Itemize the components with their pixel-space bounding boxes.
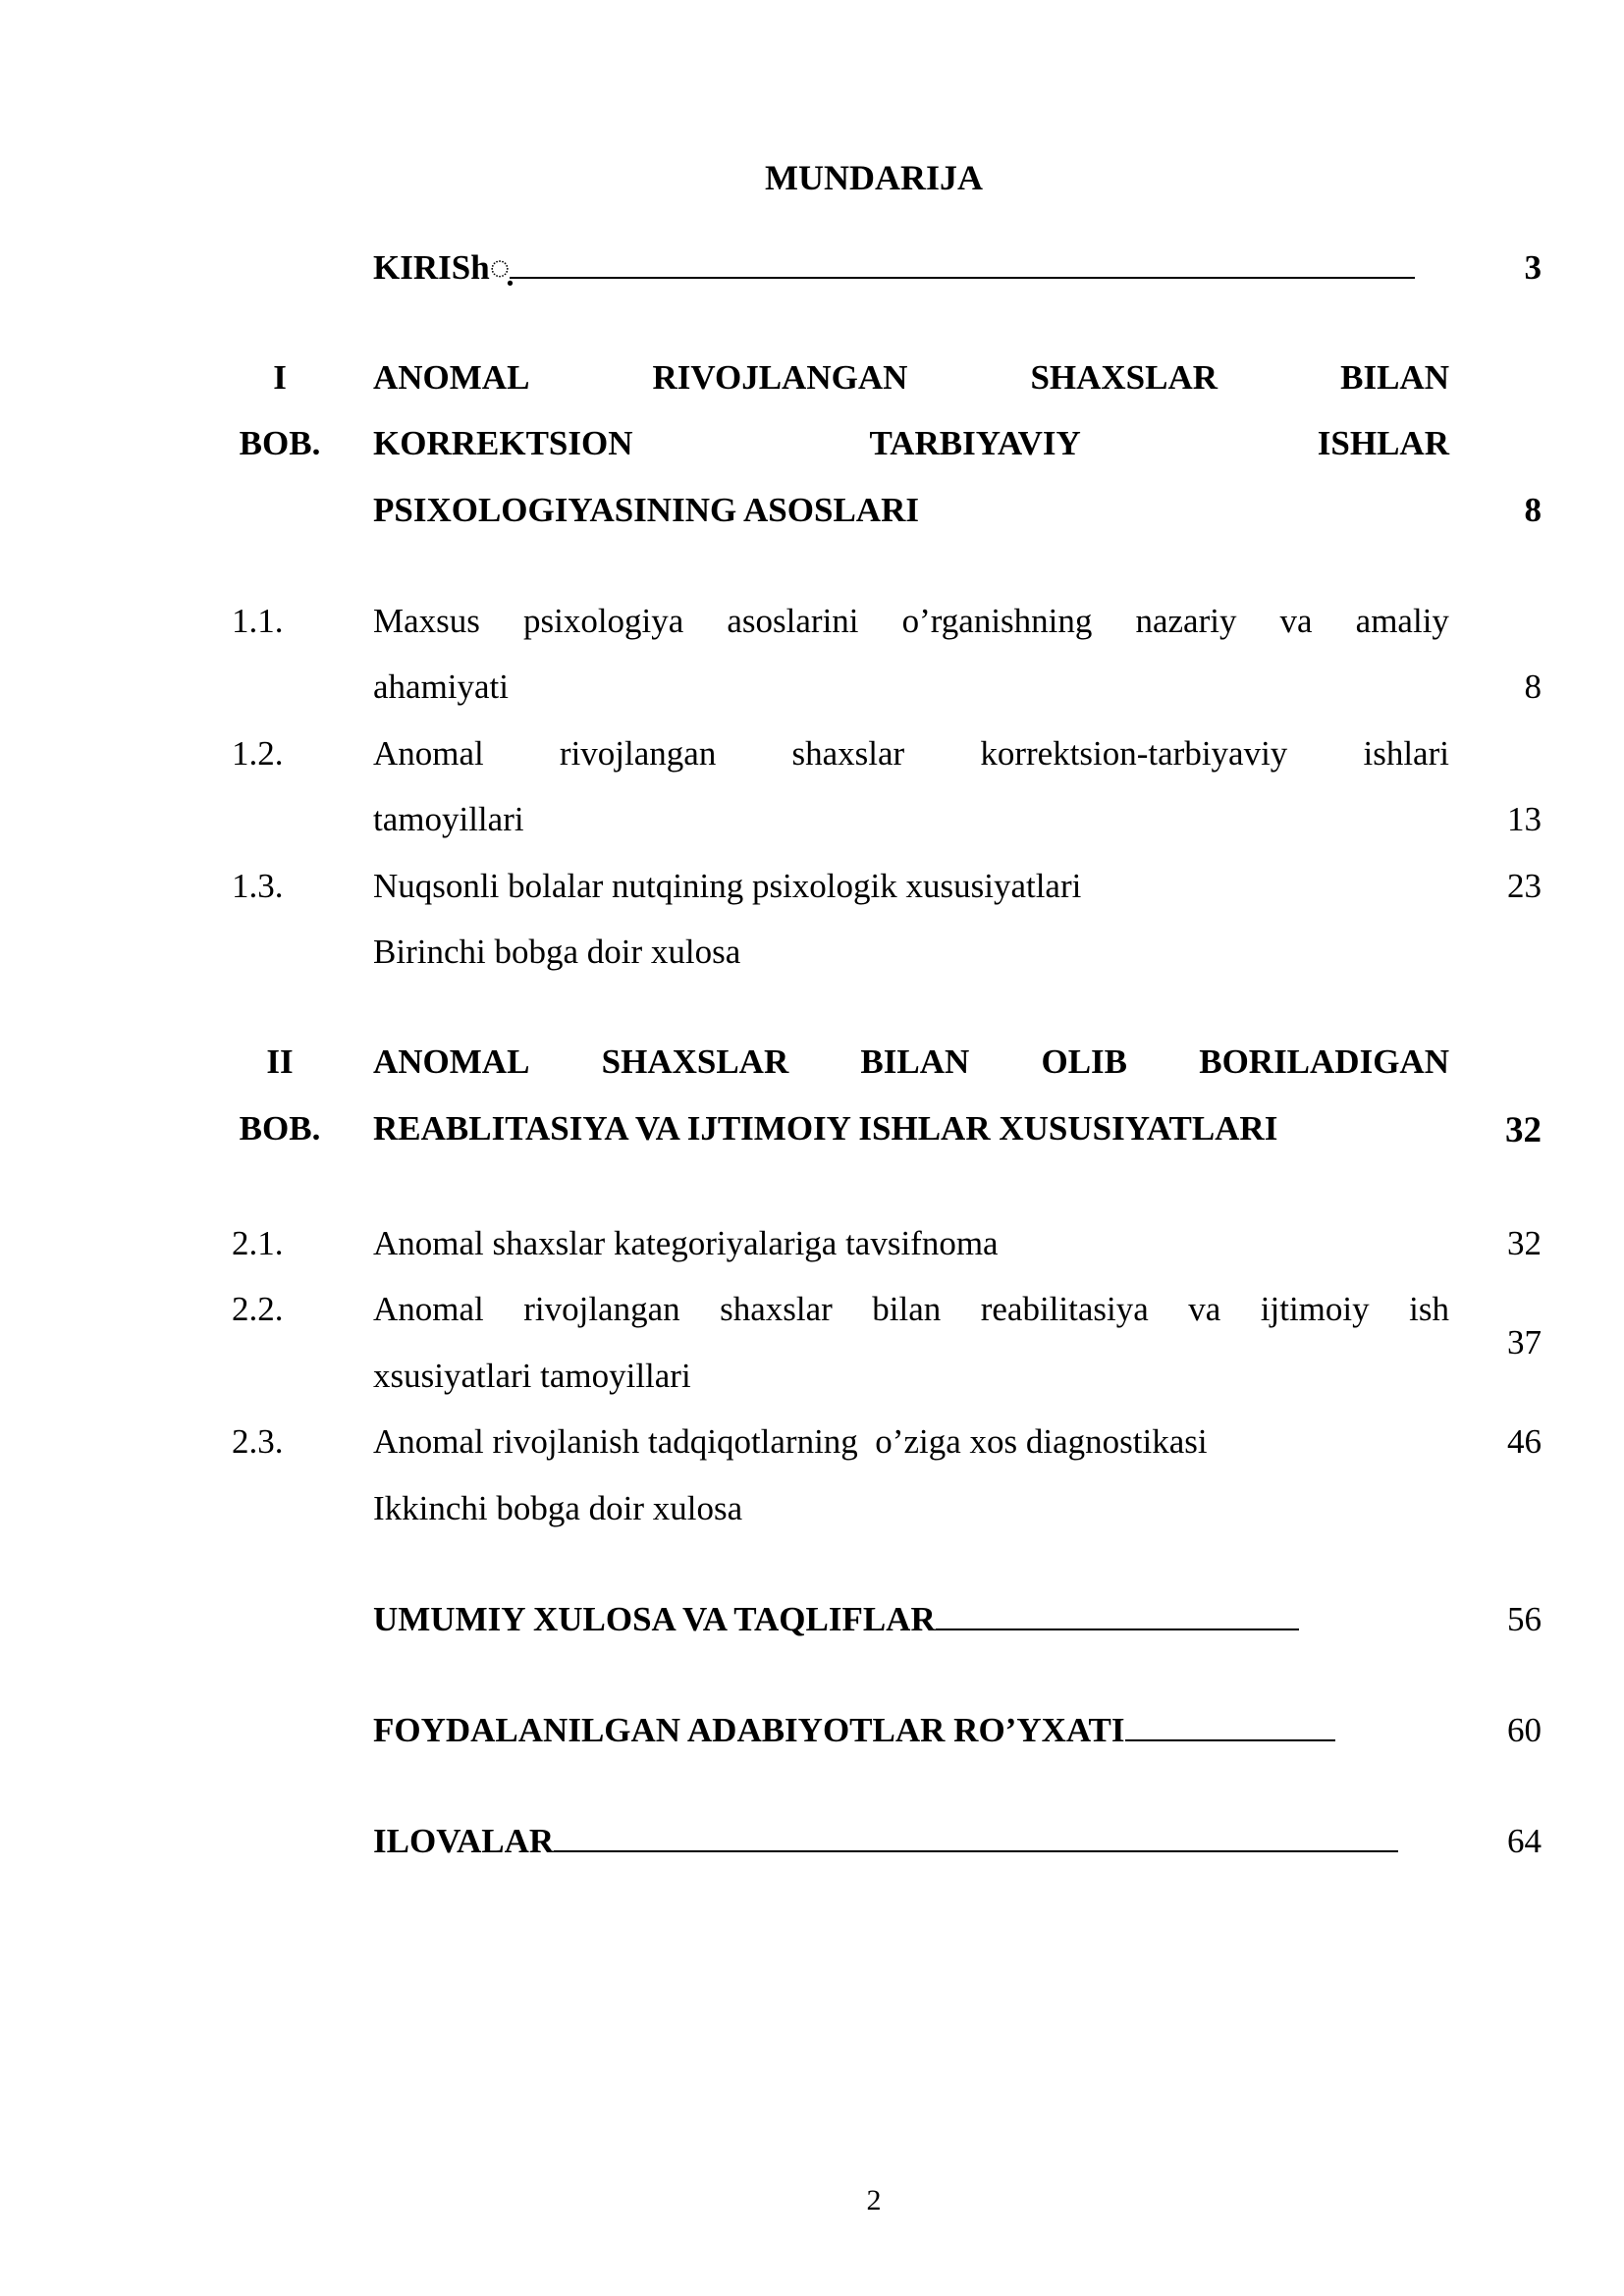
chapter1-title-line2[interactable]: [373, 421, 1449, 466]
entry-page: 60: [1507, 1711, 1542, 1749]
word: amaliy: [1355, 602, 1449, 640]
chapter1-page: 8: [1524, 491, 1542, 529]
page-number: 2: [866, 2184, 882, 2216]
word: shaxslar: [791, 734, 905, 773]
chapter1-label-1: I: [273, 358, 287, 397]
word: Maxsus: [373, 602, 480, 640]
section-page: 13: [1507, 800, 1542, 838]
word: reabilitasiya: [980, 1290, 1149, 1328]
word: KORREKTSION: [373, 424, 633, 462]
word: Anomal: [373, 734, 484, 773]
word: BILAN: [860, 1042, 970, 1081]
section-number: 2.1.: [232, 1224, 284, 1262]
section-number: 2.3.: [232, 1422, 284, 1461]
word: ANOMAL: [373, 358, 530, 397]
word: SHAXSLAR: [1030, 358, 1218, 397]
chapter2-title-line1[interactable]: [373, 1040, 1449, 1085]
word: va: [1188, 1290, 1221, 1328]
section-number: 1.2.: [232, 734, 284, 773]
word: shaxslar: [720, 1290, 833, 1328]
chapter1-conclusion[interactable]: Birinchi bobga doir xulosa: [373, 933, 741, 971]
toc-entry-references[interactable]: [373, 1708, 1335, 1753]
section-page: 8: [1524, 667, 1542, 706]
intro-label: KIRISh: [373, 248, 490, 287]
word: RIVOJLANGAN: [652, 358, 908, 397]
section-2-2-line1[interactable]: [373, 1287, 1449, 1332]
chapter2-page: 32: [1505, 1110, 1542, 1150]
word: nazariy: [1135, 602, 1237, 640]
entry-label: UMUMIY XULOSA VA TAQLIFLAR: [373, 1600, 936, 1638]
section-1-2-line2[interactable]: tamoyillari: [373, 800, 524, 838]
leader-rule: [554, 1821, 1398, 1852]
word: ishlari: [1363, 734, 1449, 773]
leader-rule: [1125, 1710, 1335, 1741]
word: ijtimoiy: [1260, 1290, 1370, 1328]
section-2-2-line2[interactable]: xsusiyatlari tamoyillari: [373, 1357, 691, 1395]
word: ISHLAR: [1317, 424, 1449, 462]
toc-entry-intro[interactable]: [373, 245, 1415, 291]
chapter1-title-line3[interactable]: PSIXOLOGIYASINING ASOSLARI: [373, 491, 919, 529]
entry-label: FOYDALANILGAN ADABIYOTLAR RO’YXATI: [373, 1711, 1125, 1749]
toc-title: MUNDARIJA: [765, 158, 983, 197]
section-2-3-title[interactable]: Anomal rivojlanish tadqiqotlarning o’ziga xos diagnostikasi: [373, 1422, 1208, 1461]
entry-page: 56: [1507, 1600, 1542, 1638]
toc-entry-conclusions[interactable]: [373, 1597, 1299, 1642]
word: rivojlangan: [559, 734, 717, 773]
chapter2-title-line2[interactable]: REABLITASIYA VA IJTIMOIY ISHLAR XUSUSIYATLARI: [373, 1109, 1278, 1148]
word: SHAXSLAR: [601, 1042, 789, 1081]
word: asoslarini: [727, 602, 859, 640]
section-number: 2.2.: [232, 1290, 284, 1328]
section-1-3-title[interactable]: Nuqsonli bolalar nutqining psixologik xususiyatlari: [373, 867, 1082, 905]
chapter1-title-line1[interactable]: [373, 355, 1449, 400]
entry-label: ILOVALAR: [373, 1822, 555, 1860]
intro-page: 3: [1524, 248, 1542, 287]
word: bilan: [872, 1290, 942, 1328]
leader-rule: [510, 247, 1415, 279]
section-page: 32: [1507, 1224, 1542, 1262]
chapter2-conclusion[interactable]: Ikkinchi bobga doir xulosa: [373, 1489, 743, 1527]
word: BORILADIGAN: [1199, 1042, 1449, 1081]
section-1-1-line2[interactable]: ahamiyati: [373, 667, 510, 706]
section-page: 37: [1507, 1323, 1542, 1362]
chapter2-label-2: BOB.: [239, 1109, 321, 1148]
section-1-1-line1[interactable]: [373, 599, 1449, 644]
section-1-2-line1[interactable]: [373, 731, 1449, 776]
chapter1-label-2: BOB.: [239, 424, 321, 462]
word: ish: [1409, 1290, 1449, 1328]
intro-mark: ◌̣: [489, 248, 511, 287]
word: TARBIYAVIY: [869, 424, 1081, 462]
leader-rule: [936, 1599, 1299, 1630]
entry-page: 64: [1507, 1822, 1542, 1860]
word: o’rganishning: [901, 602, 1093, 640]
section-page: 46: [1507, 1422, 1542, 1461]
word: ANOMAL: [373, 1042, 530, 1081]
word: BILAN: [1340, 358, 1449, 397]
section-number: 1.1.: [232, 602, 284, 640]
section-2-1-title[interactable]: Anomal shaxslar kategoriyalariga tavsifnoma: [373, 1224, 999, 1262]
word: korrektsion-tarbiyaviy: [980, 734, 1288, 773]
section-page: 23: [1507, 867, 1542, 905]
word: rivojlangan: [523, 1290, 680, 1328]
toc-entry-appendices[interactable]: [373, 1819, 1398, 1864]
section-number: 1.3.: [232, 867, 284, 905]
word: psixologiya: [522, 602, 684, 640]
word: va: [1279, 602, 1313, 640]
word: OLIB: [1041, 1042, 1128, 1081]
chapter2-label-1: II: [266, 1042, 294, 1081]
word: Anomal: [373, 1290, 484, 1328]
